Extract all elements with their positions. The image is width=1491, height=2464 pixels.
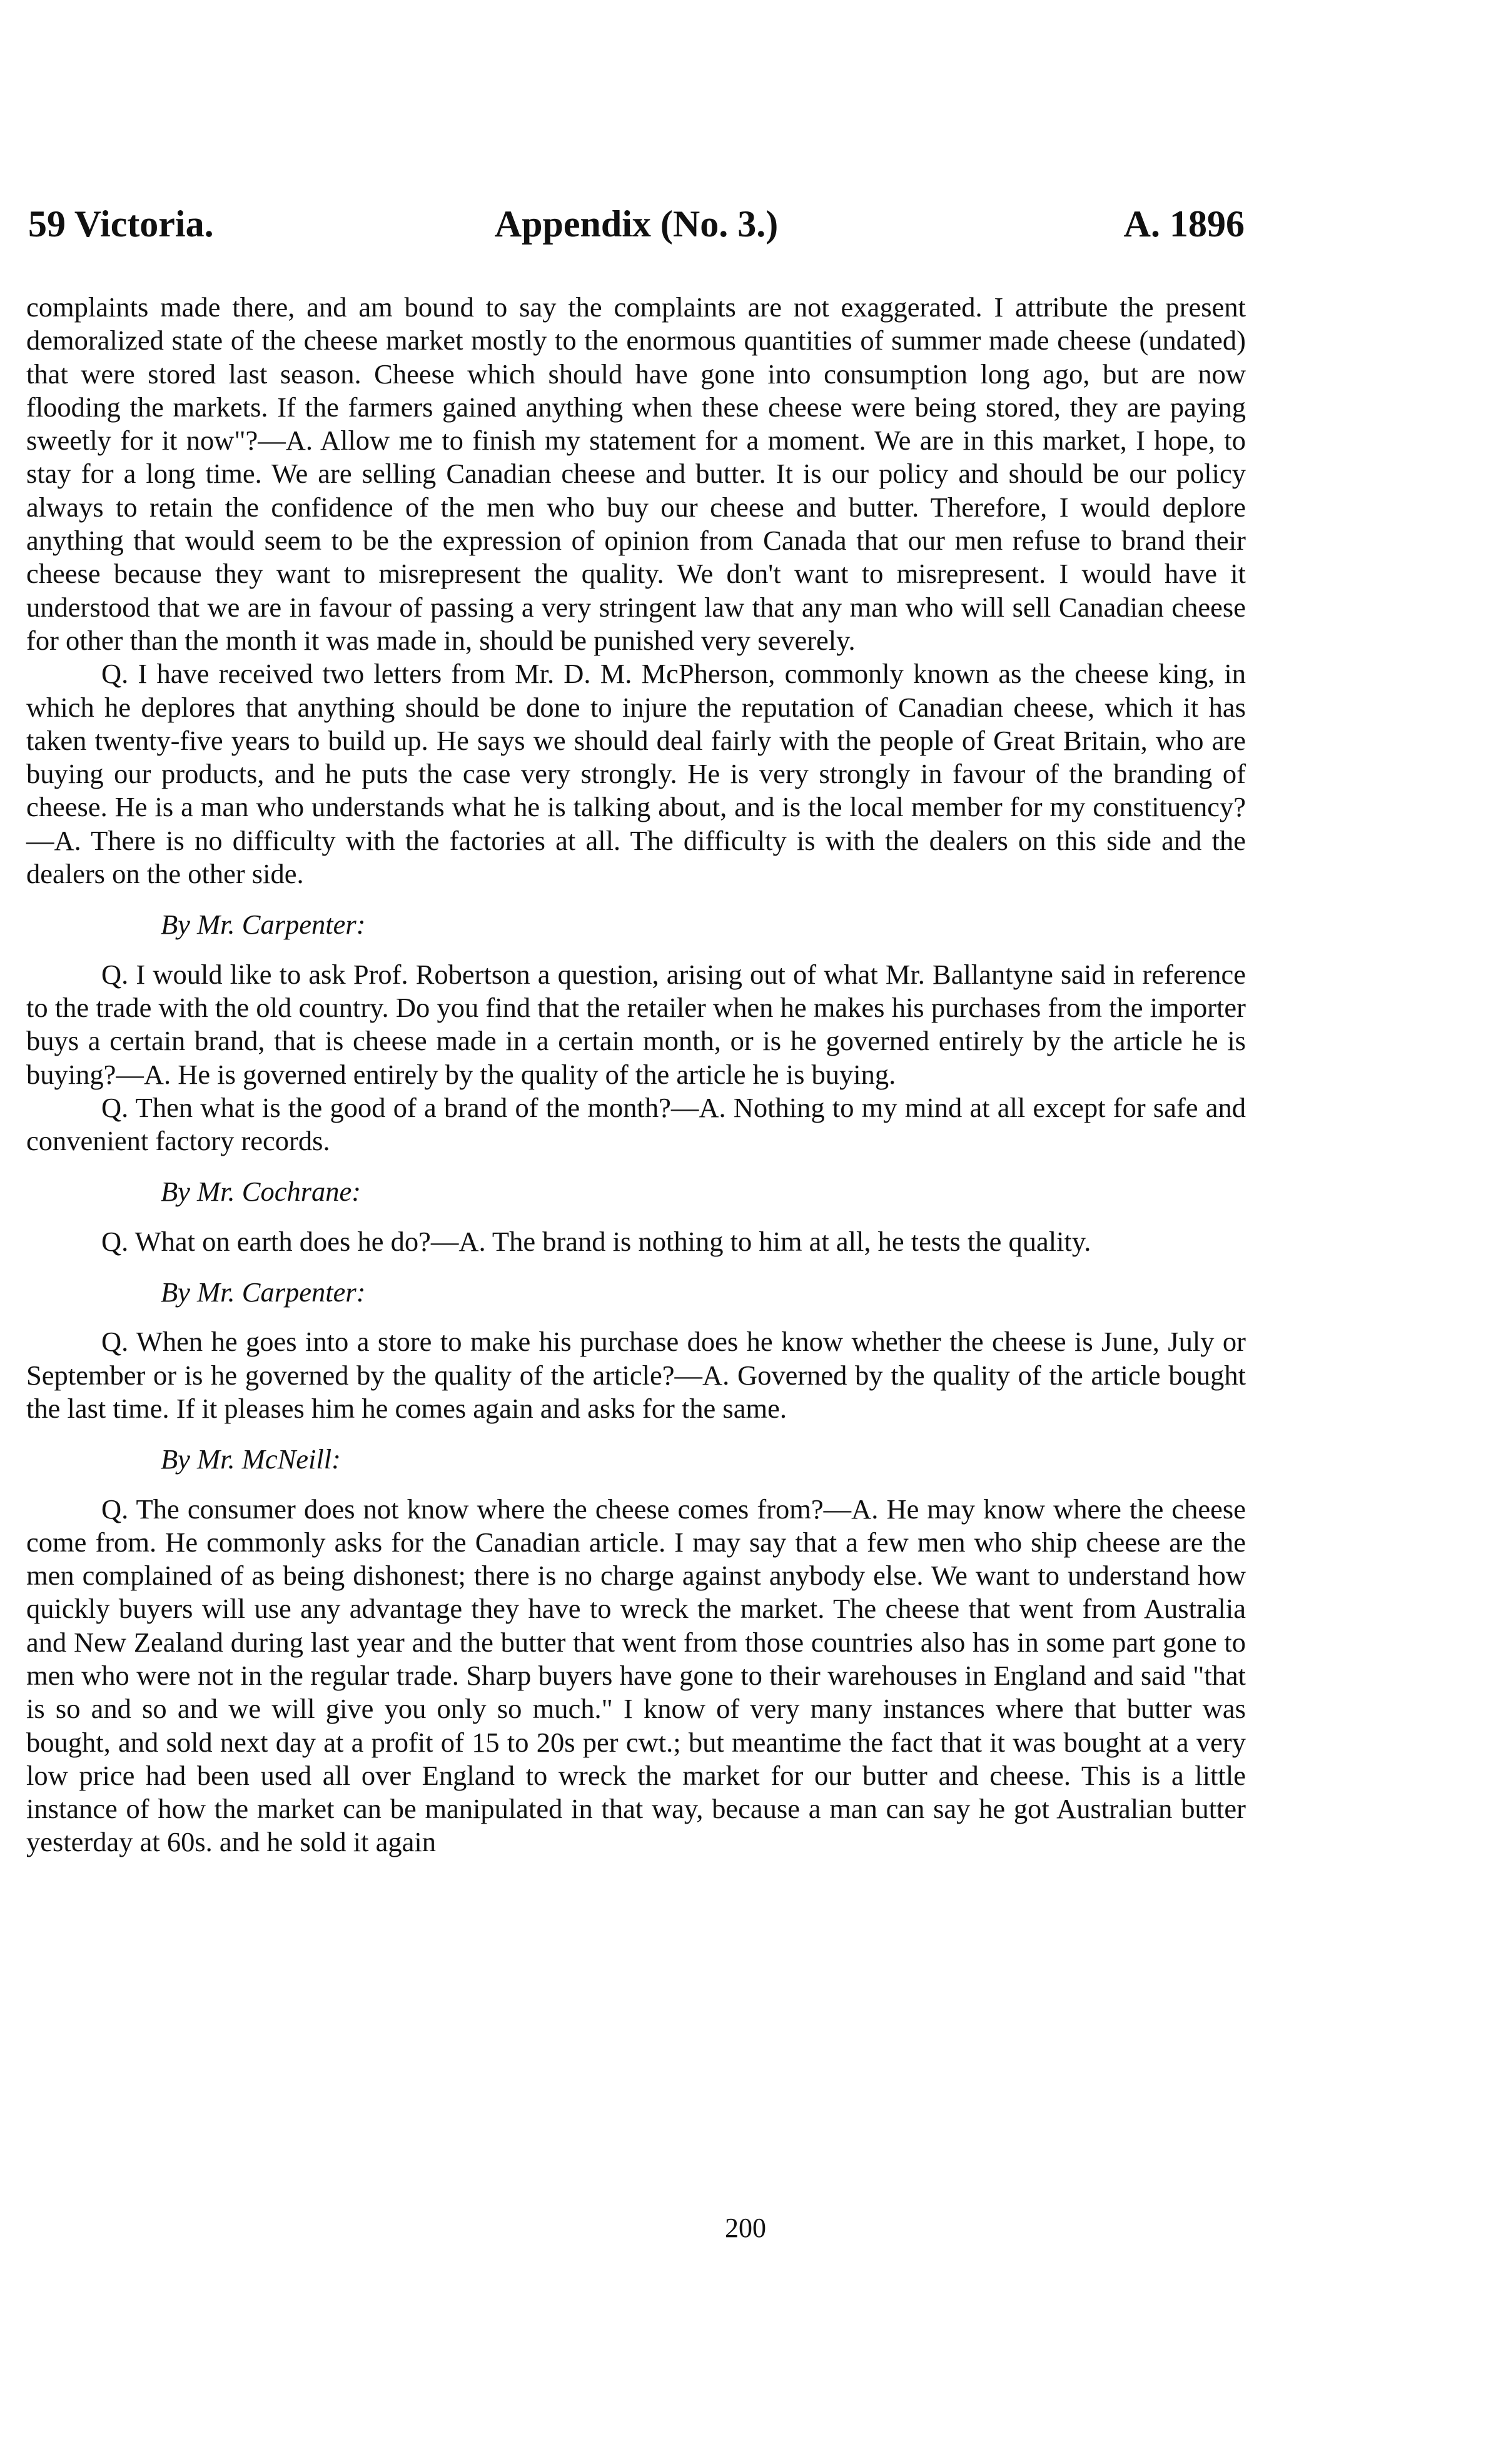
paragraph-question: Q. What on earth does he do?—A. The brand is nothing to him at all, he tests the quality. — [101, 1225, 1091, 1257]
header-volume: 59 Victoria. — [28, 203, 214, 245]
speaker-heading: By Mr. McNeill: — [161, 1443, 341, 1475]
header-appendix: Appendix (No. 3.) — [494, 203, 779, 245]
document-body — [26, 291, 1246, 1859]
paragraph-question: Q. I would like to ask Prof. Robertson a question, arising out of what Mr. Ballantyne said in reference to the trade with the old country. Do you find that the retailer when he makes his purchases from the importer buys a certain brand, that is cheese made in a certain month, or is he governed entirely by the article he is buying?—A. He is governed entirely by the quality of the article he is buying. — [26, 958, 1246, 1090]
speaker-heading: By Mr. Carpenter: — [161, 909, 366, 941]
paragraph-question: Q. Then what is the good of a brand of the month?—A. Nothing to my mind at all except for safe and convenient factory records. — [26, 1091, 1246, 1157]
page-number: 200 — [725, 2213, 766, 2243]
paragraph-question: Q. When he goes into a store to make his purchase does he know whether the cheese is June, July or September or is he governed by the quality of the article?—A. Governed by the quality of the article bought the last time. If it pleases him he comes again and asks for the same. — [26, 1326, 1246, 1424]
running-header — [28, 199, 1245, 249]
paragraph-question: Q. I have received two letters from Mr. D. M. McPherson, commonly known as the cheese king, in which he deplores that anything should be done to injure the reputation of Canadian cheese, which it has taken twenty-five years to build up. He says we should deal fairly with the people of Great Britain, who are buying our products, and he puts the case very strongly. He is very strongly in favour of the branding of cheese. He is a man who understands what he is talking about, and is the local member for my constituency?—A. There is no difficulty with the factories at all. The difficulty is with the dealers on this side and the dealers on the other side. — [26, 658, 1246, 890]
paragraph-question: Q. The consumer does not know where the cheese comes from?—A. He may know where the cheese come from. He commonly asks for the Canadian article. I may say that a few men who ship cheese are the men complained of as being dishonest; there is no charge against anybody else. We want to understand how quickly buyers will use any advantage they have to wreck the market. The cheese that went from Australia and New Zealand during last year and the butter that went from those countries also has in some part gone to men who were not in the regular trade. Sharp buyers have gone to their warehouses in England and said "that is so and so and we will give you only so much." I know of very many instances where that butter was bought, and sold next day at a profit of 15 to 20s per cwt.; but meantime the fact that it was bought at a very low price had been used all over England to wreck the market for our butter and cheese. This is a little instance of how the market can be manipulated in that way, because a man can say he got Australian butter yesterday at 60s. and he sold it again — [26, 1493, 1246, 1858]
speaker-heading: By Mr. Carpenter: — [161, 1276, 366, 1308]
header-year: A. 1896 — [1123, 203, 1245, 245]
speaker-heading: By Mr. Cochrane: — [161, 1176, 361, 1208]
paragraph-continuation: complaints made there, and am bound to say the complaints are not exaggerated. I attribute the present demoralized state of the cheese market mostly to the enormous quantities of summer made cheese (undated) that were stored last season. Cheese which should have gone into consumption long ago, but are now flooding the markets. If the farmers gained anything when these cheese were being stored, they are paying sweetly for it now"?—A. Allow me to finish my statement for a moment. We are in this market, I hope, to stay for a long time. We are selling Canadian cheese and butter. It is our policy and should be our policy always to retain the confidence of the men who buy our cheese and butter. Therefore, I would deplore anything that would seem to be the expression of opinion from Canada that our men refuse to brand their cheese because they want to misrepresent the quality. We don't want to misrepresent. I would have it understood that we are in favour of passing a very stringent law that any man who will sell Canadian cheese for other than the month it was made in, should be punished very severely. — [26, 291, 1246, 656]
